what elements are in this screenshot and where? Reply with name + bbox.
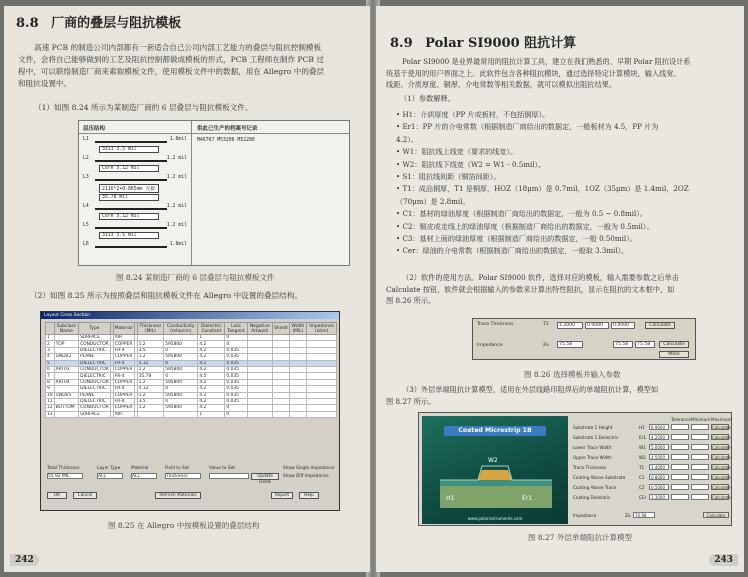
parameter-label: Substrate 1 Height bbox=[573, 425, 613, 430]
param-item: • C2：铜皮或走线上的绿油厚度（根据制造厂商给出的数据定，一般为 0.5mil）。 bbox=[396, 221, 654, 231]
table-cell[interactable]: 1.2 bbox=[137, 405, 164, 411]
param-item: • Er1：PP 片的介电常数（根据制造厂商给出的数据定，一般板材为 4.5，PP 片为 bbox=[396, 122, 659, 132]
table-cell[interactable]: 1.2 bbox=[137, 392, 164, 398]
table-cell[interactable]: FR-4 bbox=[113, 386, 134, 392]
column-header[interactable]: Impedance (ohm) bbox=[307, 323, 337, 335]
table-cell[interactable]: 0.035 bbox=[225, 360, 247, 366]
parameter-symbol: C2 bbox=[639, 485, 645, 490]
column-header[interactable]: Subclass Name bbox=[54, 323, 78, 335]
table-cell[interactable]: 595800 bbox=[164, 366, 198, 372]
parameter-input[interactable]: 0.5000 bbox=[649, 484, 669, 490]
parameter-input[interactable]: 4.2000 bbox=[649, 434, 669, 440]
layout-cross-section-window bbox=[40, 311, 340, 511]
range-input[interactable] bbox=[691, 424, 709, 430]
parameter-symbol: H1 bbox=[639, 425, 645, 430]
svg-text:H1: H1 bbox=[446, 495, 455, 502]
material-select[interactable]: ALL bbox=[131, 473, 157, 479]
table-cell[interactable]: 0 bbox=[164, 398, 198, 404]
layer-name: L5 bbox=[83, 223, 89, 228]
param-item: • C3：基材上面的绿油厚度（根据制造厂商给出的数据定，一般 0.50mil）。 bbox=[396, 234, 637, 244]
column-header[interactable]: Type bbox=[79, 323, 111, 335]
t1-input[interactable]: 1.2000 bbox=[557, 322, 583, 329]
parameter-symbol: W2 bbox=[639, 455, 646, 460]
column-header[interactable]: Width (MIL) bbox=[289, 323, 307, 335]
dielectric-label: Core 5.12 mil bbox=[99, 213, 159, 220]
table-cell[interactable]: 595800 bbox=[164, 354, 198, 360]
t1-min-input[interactable]: 0.0000 bbox=[585, 322, 609, 329]
refresh-materials-button[interactable]: Refresh Materials bbox=[155, 492, 201, 499]
value-to-set-label: Value to Set bbox=[209, 466, 235, 471]
parameter-label: Coating Above Trace bbox=[573, 485, 617, 490]
table-cell[interactable]: DIELECTRIC bbox=[79, 360, 111, 366]
param-item: • C1：基材的绿油厚度（根据制造厂商给出的数据定，一般为 0.5 ~ 0.8mil）。 bbox=[396, 209, 647, 219]
table-cell[interactable]: 1.2 bbox=[137, 354, 164, 360]
section-title: 厂商的叠层与阻抗模板 bbox=[51, 16, 182, 31]
table-cell[interactable]: COPPER bbox=[114, 341, 133, 347]
zo-output: 70.98 bbox=[633, 512, 655, 518]
range-input[interactable] bbox=[691, 454, 709, 460]
window-footer bbox=[45, 464, 335, 508]
layer-thickness: 1.2 mil bbox=[166, 175, 187, 180]
table-cell[interactable] bbox=[164, 411, 198, 417]
table-cell[interactable]: 6 bbox=[46, 366, 55, 372]
table-cell[interactable]: SURFACE bbox=[79, 411, 111, 417]
more-button[interactable]: More bbox=[659, 351, 689, 358]
param-item: （70μm）是 2.8mil。 bbox=[396, 196, 470, 206]
table-cell[interactable]: 0.035 bbox=[225, 386, 247, 392]
table-cell[interactable]: 0 bbox=[164, 347, 198, 353]
range-input[interactable] bbox=[691, 494, 709, 500]
layer-name: L6 bbox=[83, 242, 89, 247]
table-cell[interactable]: 2 bbox=[46, 341, 55, 347]
layer-type-select[interactable]: ALL bbox=[97, 473, 123, 479]
window-title: Layout Cross Section bbox=[41, 312, 339, 319]
range-input[interactable] bbox=[691, 434, 709, 440]
table-cell[interactable]: 0.035 bbox=[225, 373, 247, 379]
table-cell[interactable]: 0 bbox=[164, 373, 198, 379]
item-1-text: （1）如图 8.24 所示为某制造厂商的 6 层叠层与阻抗模板文件。 bbox=[34, 103, 253, 112]
table-cell[interactable]: 0 bbox=[225, 341, 247, 347]
table-cell[interactable]: AIR bbox=[113, 411, 134, 417]
parameter-input[interactable]: 1.4000 bbox=[649, 464, 669, 470]
table-cell[interactable]: 4.2 bbox=[198, 405, 225, 411]
table-cell[interactable]: 4.2 bbox=[198, 398, 225, 404]
dielectric-label: 2116*2+0.865mm 光板 bbox=[99, 184, 159, 193]
usage-line: Calculate 按钮，软件就会根据输入的参数来计算出特性阻抗，显示在阻抗的文本框中，如 bbox=[386, 284, 675, 294]
table-cell[interactable]: 0.035 bbox=[225, 392, 247, 398]
table-cell[interactable]: 11 bbox=[47, 399, 53, 405]
column-header[interactable] bbox=[46, 323, 55, 335]
table-cell[interactable]: 1 bbox=[198, 335, 225, 341]
table-cell[interactable] bbox=[54, 411, 78, 417]
column-header[interactable]: Material bbox=[113, 323, 134, 335]
calculate-button[interactable]: Calculate bbox=[712, 445, 731, 450]
calculate-button[interactable]: Calculate bbox=[712, 465, 731, 470]
calculate-button[interactable]: Calculate bbox=[712, 455, 731, 460]
table-cell[interactable]: FR-4 bbox=[113, 373, 134, 379]
parameter-label: Lower Trace Width bbox=[573, 445, 612, 450]
stackup-record: M46707 M53206 M52280 bbox=[197, 138, 255, 143]
range-input[interactable] bbox=[671, 444, 689, 450]
layer-thickness: 1.2 mil bbox=[166, 223, 187, 228]
layer-thickness: 1.6mil bbox=[169, 137, 187, 142]
table-cell[interactable]: 595800 bbox=[164, 341, 198, 347]
parameter-input[interactable]: 3.3000 bbox=[649, 494, 669, 500]
range-input[interactable] bbox=[691, 444, 709, 450]
table-cell[interactable]: 12 bbox=[47, 405, 53, 411]
parameter-symbol: T1 bbox=[639, 465, 645, 470]
left-page bbox=[4, 6, 370, 572]
table-cell[interactable]: 4.2 bbox=[198, 360, 225, 366]
table-cell[interactable]: 4 bbox=[46, 354, 55, 360]
table-cell[interactable]: 595800 bbox=[164, 405, 198, 411]
range-input[interactable] bbox=[671, 424, 689, 430]
column-header[interactable]: Loss Tangent bbox=[225, 323, 247, 335]
table-cell[interactable]: ART03 bbox=[54, 366, 78, 372]
table-row[interactable] bbox=[46, 411, 337, 417]
table-cell[interactable] bbox=[247, 411, 273, 417]
copper-line bbox=[95, 227, 167, 229]
table-cell[interactable]: PLANE bbox=[79, 392, 111, 398]
parameter-symbol: W1 bbox=[639, 445, 646, 450]
table-cell[interactable]: 3.5 bbox=[137, 398, 164, 404]
range-input[interactable] bbox=[691, 474, 709, 480]
impedance-label: Impedance bbox=[573, 513, 597, 518]
right-page bbox=[376, 6, 744, 572]
table-cell[interactable]: 3 bbox=[46, 347, 55, 353]
table-cell[interactable]: COPPER bbox=[114, 392, 133, 398]
figure-8-25-caption: 图 8.25 在 Allegro 中按模板设置的叠层结构 bbox=[108, 521, 260, 530]
table-cell[interactable]: COPPER bbox=[114, 354, 133, 360]
item-3-line: 图 8.27 所示。 bbox=[386, 396, 436, 406]
t1-max-input[interactable]: 0.0000 bbox=[611, 322, 635, 329]
parameter-label: Coating Dielectric bbox=[573, 495, 611, 500]
range-input[interactable] bbox=[671, 474, 689, 480]
total-thickness-label: Total Thickness bbox=[47, 466, 80, 471]
table-cell[interactable]: 1 bbox=[198, 411, 225, 417]
table-cell[interactable]: DIELECTRIC bbox=[79, 373, 111, 379]
copper-line bbox=[95, 179, 167, 181]
microstrip-cross-section-icon bbox=[422, 416, 568, 524]
calculate-button[interactable]: Calculate bbox=[712, 475, 731, 480]
table-cell[interactable]: 4.2 bbox=[198, 347, 225, 353]
item-3-line: （3）外层单端阻抗计算模型，适用在外层线路印阻焊后的单端阻抗计算，模型如 bbox=[402, 385, 659, 394]
table-cell[interactable]: DIELECTRIC bbox=[79, 347, 111, 353]
parameter-symbol: Er1 bbox=[639, 435, 647, 440]
cancel-button[interactable]: Cancel bbox=[73, 492, 97, 499]
intro-line: 程中，可以联络制造厂商来索取模板文件，使用模板文件中的数据，用在 Allegro 中的叠层 bbox=[18, 67, 325, 76]
coated-microstrip-window bbox=[418, 412, 732, 526]
t1-label: T1 bbox=[543, 322, 549, 327]
stackup-col2-header: 供此已生产的档案号记录 bbox=[197, 126, 258, 132]
copper-line bbox=[95, 246, 167, 248]
dielectric-label: Core 5.12 mil bbox=[99, 165, 159, 172]
calculate-impedance-button[interactable]: Calculate bbox=[659, 341, 689, 348]
table-cell[interactable]: 595800 bbox=[164, 392, 198, 398]
table-cell[interactable]: 1 bbox=[46, 335, 55, 341]
table-cell[interactable]: 0 bbox=[225, 411, 247, 417]
item-2-text: （2）如图 8.25 所示为按照叠层和阻抗模板文件在 Allegro 中设置的叠层结构。 bbox=[30, 291, 302, 300]
calculate-button[interactable]: Calculate bbox=[645, 322, 675, 329]
table-cell[interactable]: 0.035 bbox=[225, 354, 247, 360]
parameter-symbol: C1 bbox=[639, 475, 645, 480]
figure-8-26-caption: 图 8.26 选择模板并输入参数 bbox=[524, 370, 621, 379]
range-input[interactable] bbox=[671, 494, 689, 500]
table-cell[interactable]: 13 bbox=[47, 411, 53, 417]
zo-label: Zo bbox=[543, 343, 549, 348]
maximum-header: Maximum bbox=[711, 417, 732, 422]
param-item: • W1：阻抗线上线宽（要求的线宽）。 bbox=[396, 147, 518, 157]
figure-8-27-caption: 图 8.27 外层单端阻抗计算模型 bbox=[528, 533, 632, 542]
range-input[interactable] bbox=[671, 464, 689, 470]
table-cell[interactable]: 35.78 bbox=[137, 373, 164, 379]
ok-button[interactable]: OK bbox=[47, 492, 67, 499]
range-input[interactable] bbox=[691, 464, 709, 470]
layer-thickness: 1.2 mil bbox=[166, 156, 187, 161]
table-cell[interactable]: 4.2 bbox=[198, 379, 225, 385]
range-input[interactable] bbox=[671, 434, 689, 440]
copper-line bbox=[95, 208, 167, 210]
table-cell[interactable]: COPPER bbox=[114, 367, 133, 373]
field-to-set-label: Field to Set bbox=[165, 466, 190, 471]
parameter-label: Substrate 1 Dielectric bbox=[573, 435, 619, 440]
table-cell[interactable]: 0 bbox=[225, 335, 247, 341]
item-3-text bbox=[386, 384, 742, 407]
table-cell[interactable] bbox=[289, 411, 307, 417]
intro-line: 和阻抗设置中。 bbox=[18, 79, 72, 88]
parameter-input[interactable]: 4.5000 bbox=[649, 454, 669, 460]
trace-thickness-label: Trace Thickness bbox=[477, 322, 514, 327]
tolerance-header: Tolerance bbox=[671, 417, 691, 422]
table-cell[interactable]: GND05 bbox=[54, 392, 78, 398]
intro-line: 文件，会将自己能够做到的工艺及阻抗控制都做成模板的形式，PCB 工程师在制作 PCB 过 bbox=[18, 55, 325, 64]
table-cell[interactable] bbox=[307, 411, 337, 417]
table-cell[interactable]: SURFACE bbox=[79, 335, 111, 341]
report-button[interactable]: Report bbox=[271, 492, 293, 499]
param-item: 4.2）。 bbox=[396, 134, 418, 144]
table-cell[interactable]: 4.2 bbox=[198, 366, 225, 372]
table-cell[interactable]: 0 bbox=[225, 405, 247, 411]
usage-text bbox=[386, 272, 742, 307]
table-cell[interactable]: 595800 bbox=[164, 379, 198, 385]
usage-line: （2）软件的使用方法。Polar SI9000 软件，选择对应的模板，输入需要参数之后单击 bbox=[402, 273, 679, 282]
table-cell[interactable]: 1.2 bbox=[137, 379, 164, 385]
parameter-label: Coating Above Substrate bbox=[573, 475, 626, 480]
calculate-button[interactable]: Calculate bbox=[712, 435, 731, 440]
show-diff-impedance-checkbox[interactable]: Show Diff Impedance bbox=[283, 474, 329, 479]
layer-name: L2 bbox=[83, 156, 89, 161]
left-intro bbox=[18, 42, 368, 90]
table-cell[interactable]: 0 bbox=[164, 360, 198, 366]
calculate-button[interactable]: Calculate bbox=[712, 425, 731, 430]
microstrip-title: Coated Microstrip 1B bbox=[444, 426, 546, 436]
parameter-input[interactable]: 0.8000 bbox=[649, 474, 669, 480]
table-cell[interactable]: 0.035 bbox=[225, 366, 247, 372]
table-cell[interactable]: 4.5 bbox=[198, 373, 225, 379]
param-item: • T1：成品铜厚，T1 是铜厚，HOZ（18μm）是 0.7mil，1OZ（35μm）是 1.4mil，2OZ bbox=[396, 184, 689, 194]
column-header[interactable]: Dielectric Constant bbox=[198, 323, 225, 335]
table-cell[interactable]: 9 bbox=[46, 386, 55, 392]
table-cell[interactable]: GND02 bbox=[54, 354, 78, 360]
svg-text:Er1: Er1 bbox=[522, 495, 533, 502]
parameter-input[interactable]: 5.0000 bbox=[649, 444, 669, 450]
dielectric-label: 3313 3.5 mil bbox=[99, 146, 159, 153]
table-cell[interactable]: 7 bbox=[46, 373, 55, 379]
layer-stack-table bbox=[45, 322, 337, 418]
table-cell[interactable]: FR-4 bbox=[113, 398, 134, 404]
parameter-label: Trace Thickness bbox=[573, 465, 607, 470]
zo-min-output: 75.58 bbox=[613, 341, 633, 348]
update-fields-button[interactable]: Update Fields bbox=[251, 473, 279, 480]
total-thickness-field[interactable]: 55.92 MIL bbox=[47, 473, 83, 479]
layer-name: L4 bbox=[83, 204, 89, 209]
microstrip-diagram bbox=[422, 416, 568, 524]
range-input[interactable] bbox=[671, 454, 689, 460]
impedance-label: Impedance bbox=[477, 343, 503, 348]
parameter-symbol: CEr bbox=[639, 495, 647, 500]
table-cell[interactable]: 8 bbox=[46, 379, 55, 385]
zo-label: Zo bbox=[625, 513, 631, 518]
table-cell[interactable]: 4.2 bbox=[198, 386, 225, 392]
intro-line: 线距、介质厚度、铜厚、介电常数等相关数据，就可以模拟出阻抗结果。 bbox=[386, 80, 617, 90]
table-cell[interactable]: 0.035 bbox=[225, 379, 247, 385]
right-page-number: 243 bbox=[709, 554, 738, 566]
usage-line: 图 8.26 所示。 bbox=[386, 296, 436, 306]
table-cell[interactable]: FR-4 bbox=[113, 347, 134, 353]
layer-thickness: 1.2 mil bbox=[166, 204, 187, 209]
table-cell[interactable]: AIR bbox=[113, 335, 134, 341]
copper-line bbox=[95, 160, 167, 162]
section-title: Polar SI9000 阻抗计算 bbox=[425, 36, 577, 51]
si9000-input-strip bbox=[472, 318, 696, 360]
param-item: • W2：阻抗线下线宽（W2 = W1 - 0.5mil）。 bbox=[396, 159, 546, 169]
layer-name: L1 bbox=[83, 137, 89, 142]
column-header[interactable]: Negative Artwork bbox=[247, 323, 273, 335]
table-cell[interactable]: 0.035 bbox=[225, 398, 247, 404]
table-cell[interactable]: COPPER bbox=[114, 405, 133, 411]
table-cell[interactable]: 10 bbox=[47, 392, 53, 398]
table-cell[interactable]: 1.2 bbox=[137, 341, 164, 347]
figure-8-24-caption: 图 8.24 某制造厂商的 6 层叠层与阻抗模板文件 bbox=[116, 273, 275, 282]
param-header: （1）参数解释。 bbox=[400, 94, 455, 103]
value-to-set-input[interactable] bbox=[209, 473, 249, 479]
table-cell[interactable]: DIELECTRIC bbox=[79, 398, 111, 404]
stackup-col1-header: 层压结构 bbox=[83, 126, 106, 132]
table-cell[interactable]: 4.2 bbox=[198, 354, 225, 360]
column-header[interactable]: Conductivity (mho/cm) bbox=[164, 323, 198, 335]
intro-line: Polar SI9000 是业界最常用的阻抗计算工具，建立在我们熟悉的、早期 Polar 阻抗设计系 bbox=[402, 57, 691, 66]
calculate-impedance-button[interactable]: Calculate bbox=[703, 512, 729, 518]
show-single-impedance-checkbox[interactable]: Show Single Impedance bbox=[283, 466, 335, 471]
intro-line: 高速 PCB 的制造公司内部都有一套适合自己公司内部工艺能力的叠层与阻抗控制模板 bbox=[34, 43, 322, 52]
svg-text:W2: W2 bbox=[488, 457, 498, 464]
layer-name: L3 bbox=[83, 175, 89, 180]
table-cell[interactable]: DIELECTRIC bbox=[79, 386, 111, 392]
field-to-set-select[interactable]: Thickness bbox=[165, 473, 201, 479]
table-cell[interactable] bbox=[273, 411, 290, 417]
table-cell[interactable]: 3.5 bbox=[137, 347, 164, 353]
layer-thickness: 1.6mil bbox=[169, 242, 187, 247]
column-header[interactable]: Shield bbox=[273, 323, 290, 335]
table-cell[interactable]: PLANE bbox=[79, 354, 111, 360]
range-input[interactable] bbox=[671, 484, 689, 490]
table-cell[interactable]: BOTTOM bbox=[54, 405, 78, 411]
dielectric-label: 3313 3.5 mil bbox=[99, 232, 159, 239]
table-cell[interactable]: TOP bbox=[54, 341, 78, 347]
section-number: 8.8 bbox=[16, 16, 39, 31]
table-cell[interactable]: FR-4 bbox=[113, 360, 134, 366]
parameter-label: Upper Trace Width bbox=[573, 455, 612, 460]
table-cell[interactable]: CONDUCTOR bbox=[80, 367, 109, 373]
table-cell[interactable]: CONDUCTOR bbox=[80, 405, 109, 411]
intro-line: 统基于使用的用户界面之上。此软件包含各种阻抗模块，通过选择特定计算模块，输入线宽、 bbox=[386, 68, 681, 78]
table-cell[interactable]: CONDUCTOR bbox=[80, 341, 109, 347]
table-cell[interactable]: 1.2 bbox=[137, 366, 164, 372]
table-cell[interactable]: ART04 bbox=[54, 379, 78, 385]
section-number: 8.9 bbox=[390, 36, 413, 51]
table-cell[interactable]: 0.035 bbox=[225, 347, 247, 353]
material-label: Material bbox=[131, 466, 149, 471]
param-list bbox=[396, 109, 742, 258]
table-cell[interactable]: 0 bbox=[164, 386, 198, 392]
left-page-number: 242 bbox=[10, 554, 39, 566]
zo-output: 75.58 bbox=[557, 341, 583, 348]
stackup-layer bbox=[83, 242, 187, 257]
table-cell[interactable]: 4.2 bbox=[198, 341, 225, 347]
zo-max-output: 75.58 bbox=[635, 341, 655, 348]
minimum-header: Minimum bbox=[691, 417, 711, 422]
calculate-button[interactable]: Calculate bbox=[712, 485, 731, 490]
dielectric-label: 35.78 mil bbox=[99, 194, 159, 201]
table-cell[interactable]: 5 bbox=[46, 360, 55, 366]
left-section-heading bbox=[16, 12, 181, 31]
calculate-button[interactable]: Calculate bbox=[712, 495, 731, 500]
parameter-input[interactable]: 6.9000 bbox=[649, 424, 669, 430]
param-item: • Cer：绿油的介电常数（根据制造厂商给出的数据定，一般取 3.3mil）。 bbox=[396, 246, 629, 256]
table-cell[interactable]: 4.2 bbox=[198, 392, 225, 398]
stackup-figure bbox=[78, 120, 350, 266]
layer-type-label: Layer Type bbox=[97, 466, 121, 471]
right-intro bbox=[386, 56, 742, 91]
copper-line bbox=[95, 141, 167, 143]
right-section-heading bbox=[390, 32, 576, 51]
help-button[interactable]: Help bbox=[299, 492, 319, 499]
table-cell[interactable]: COPPER bbox=[114, 379, 133, 385]
table-cell[interactable]: 5.12 bbox=[137, 360, 164, 366]
param-item: • S1：阻抗线间距（铜箔间距）。 bbox=[396, 172, 501, 182]
table-cell[interactable]: CONDUCTOR bbox=[80, 379, 109, 385]
table-cell[interactable]: 5.12 bbox=[137, 386, 164, 392]
column-header[interactable]: Thickness (MIL) bbox=[137, 323, 164, 335]
polar-url: www.polarinstruments.com bbox=[467, 516, 523, 521]
table-cell[interactable] bbox=[137, 411, 164, 417]
range-input[interactable] bbox=[691, 484, 709, 490]
param-item: • H1：介质厚度（PP 片或板材，不包括铜厚）。 bbox=[396, 110, 550, 119]
